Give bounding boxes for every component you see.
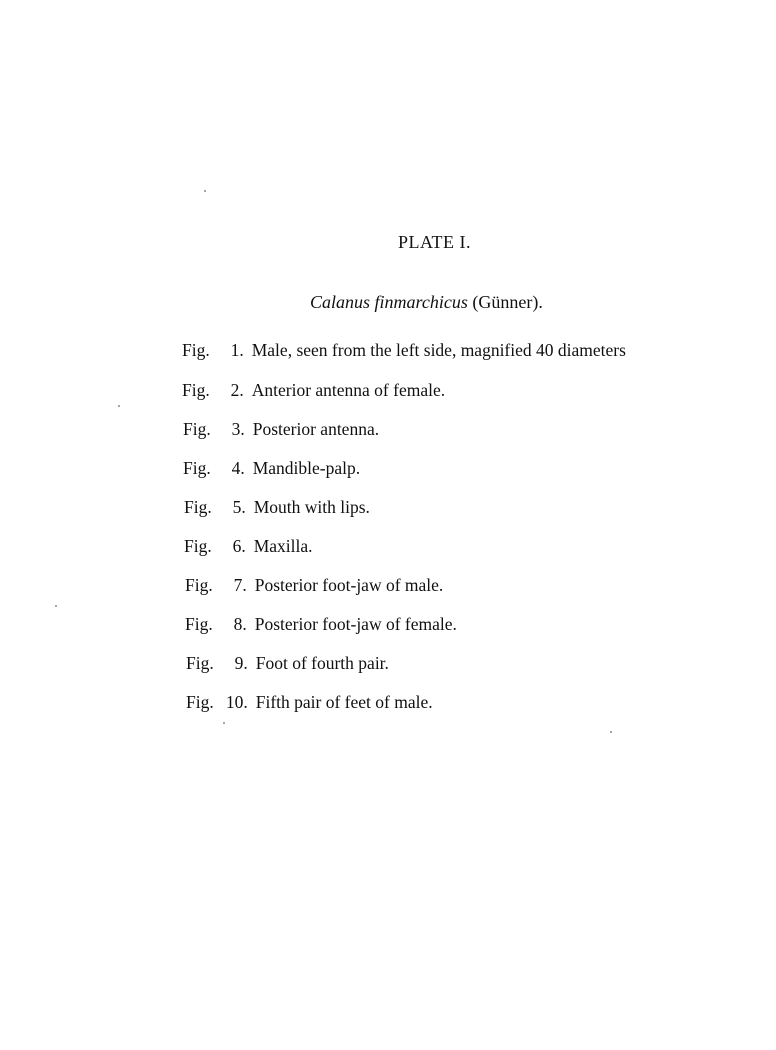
figure-entry (182, 380, 445, 404)
figure-entry (184, 497, 370, 521)
figure-number: 3. (231, 419, 245, 439)
figure-entry (182, 340, 626, 364)
figure-caption: Mouth with lips. (253, 497, 370, 517)
figure-label: Fig. (182, 340, 210, 360)
figure-label: Fig. (185, 575, 213, 595)
figure-caption: Posterior foot-jaw of male. (254, 575, 444, 595)
figure-entry (183, 458, 360, 482)
figure-label: Fig. (184, 497, 212, 517)
figure-label: Fig. (184, 536, 212, 556)
figure-number: 2. (230, 380, 244, 400)
figure-caption: Maxilla. (253, 536, 313, 556)
figure-number: 4. (231, 458, 245, 478)
figure-number: 9. (234, 653, 248, 673)
figure-number: 1. (230, 340, 244, 360)
figure-label: Fig. (185, 614, 213, 634)
figure-entry (185, 614, 457, 638)
figure-caption: Fifth pair of feet of male. (255, 692, 433, 712)
figure-number: 6. (232, 536, 246, 556)
species-binomial: Calanus finmarchicus (310, 292, 468, 312)
figure-caption: Foot of fourth pair. (255, 653, 389, 673)
figure-caption: Mandible-palp. (252, 458, 361, 478)
paper-speck (610, 731, 612, 733)
species-authority: (Günner). (472, 292, 543, 312)
paper-speck (204, 190, 206, 192)
figure-caption: Male, seen from the left side, magnified 40 diameters (251, 340, 626, 360)
figure-caption: Posterior foot-jaw of female. (254, 614, 457, 634)
figure-label: Fig. (183, 458, 211, 478)
paper-speck (55, 605, 57, 607)
paper-speck (118, 405, 120, 407)
figure-label: Fig. (183, 419, 211, 439)
figure-entry (184, 536, 313, 560)
figure-number: 8. (233, 614, 247, 634)
figure-label: Fig. (186, 653, 214, 673)
figure-caption: Anterior antenna of female. (251, 380, 446, 400)
figure-caption: Posterior antenna. (252, 419, 380, 439)
figure-number: 5. (232, 497, 246, 517)
species-heading (310, 292, 543, 313)
figure-label: Fig. (182, 380, 210, 400)
figure-entry (185, 575, 443, 599)
figure-entry (186, 692, 433, 716)
figure-label: Fig. (186, 692, 214, 712)
plate-title: PLATE I. (398, 232, 471, 252)
figure-number: 10. (225, 692, 248, 712)
paper-speck (223, 722, 225, 724)
figure-entry (186, 653, 389, 677)
figure-number: 7. (233, 575, 247, 595)
figure-entry (183, 419, 379, 443)
